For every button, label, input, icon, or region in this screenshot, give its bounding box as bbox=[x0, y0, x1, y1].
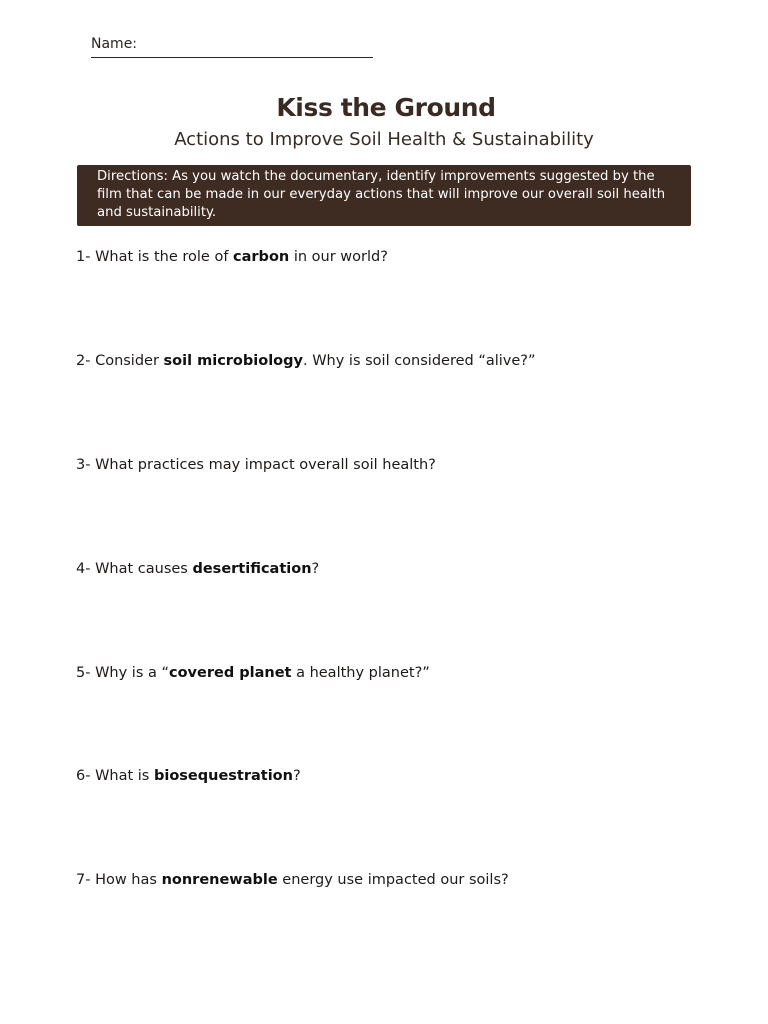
question-text: energy use impacted our soils? bbox=[277, 872, 509, 888]
question-text: ? bbox=[292, 768, 301, 784]
question-text: 5- Why is a “ bbox=[76, 665, 169, 681]
question-3 bbox=[76, 455, 436, 475]
question-text: in our world? bbox=[289, 249, 388, 265]
question-7 bbox=[76, 870, 509, 890]
question-text: 4- What causes bbox=[76, 561, 193, 577]
question-keyword: biosequestration bbox=[153, 768, 293, 784]
question-1 bbox=[76, 247, 388, 267]
question-text: . Why is soil considered “alive?” bbox=[302, 353, 536, 369]
question-keyword: nonrenewable bbox=[161, 872, 278, 888]
question-keyword: soil microbiology bbox=[163, 353, 303, 369]
question-5 bbox=[76, 663, 430, 683]
question-4 bbox=[76, 559, 319, 579]
question-text: 2- Consider bbox=[76, 353, 164, 369]
question-text: ? bbox=[311, 561, 320, 577]
question-text: 6- What is bbox=[76, 768, 154, 784]
question-6 bbox=[76, 766, 301, 786]
question-keyword: carbon bbox=[233, 249, 290, 265]
question-text: 1- What is the role of bbox=[76, 249, 234, 265]
name-field bbox=[91, 33, 373, 59]
question-text: 3- What practices may impact overall soil health? bbox=[76, 457, 436, 473]
name-label: Name: bbox=[91, 36, 138, 52]
name-write-line[interactable] bbox=[91, 57, 373, 58]
question-keyword: covered planet bbox=[168, 665, 292, 681]
page-subtitle: Actions to Improve Soil Health & Sustainability bbox=[174, 129, 594, 150]
directions-box: Directions: As you watch the documentary, identify improvements suggested by the film that can be made in our everyday actions that will improve our overall soil health and sustainability. bbox=[77, 165, 691, 226]
page-title: Kiss the Ground bbox=[276, 93, 496, 122]
question-text: 7- How has bbox=[76, 872, 162, 888]
question-text: a healthy planet?” bbox=[291, 665, 430, 681]
question-keyword: desertification bbox=[192, 561, 312, 577]
question-2 bbox=[76, 351, 536, 371]
